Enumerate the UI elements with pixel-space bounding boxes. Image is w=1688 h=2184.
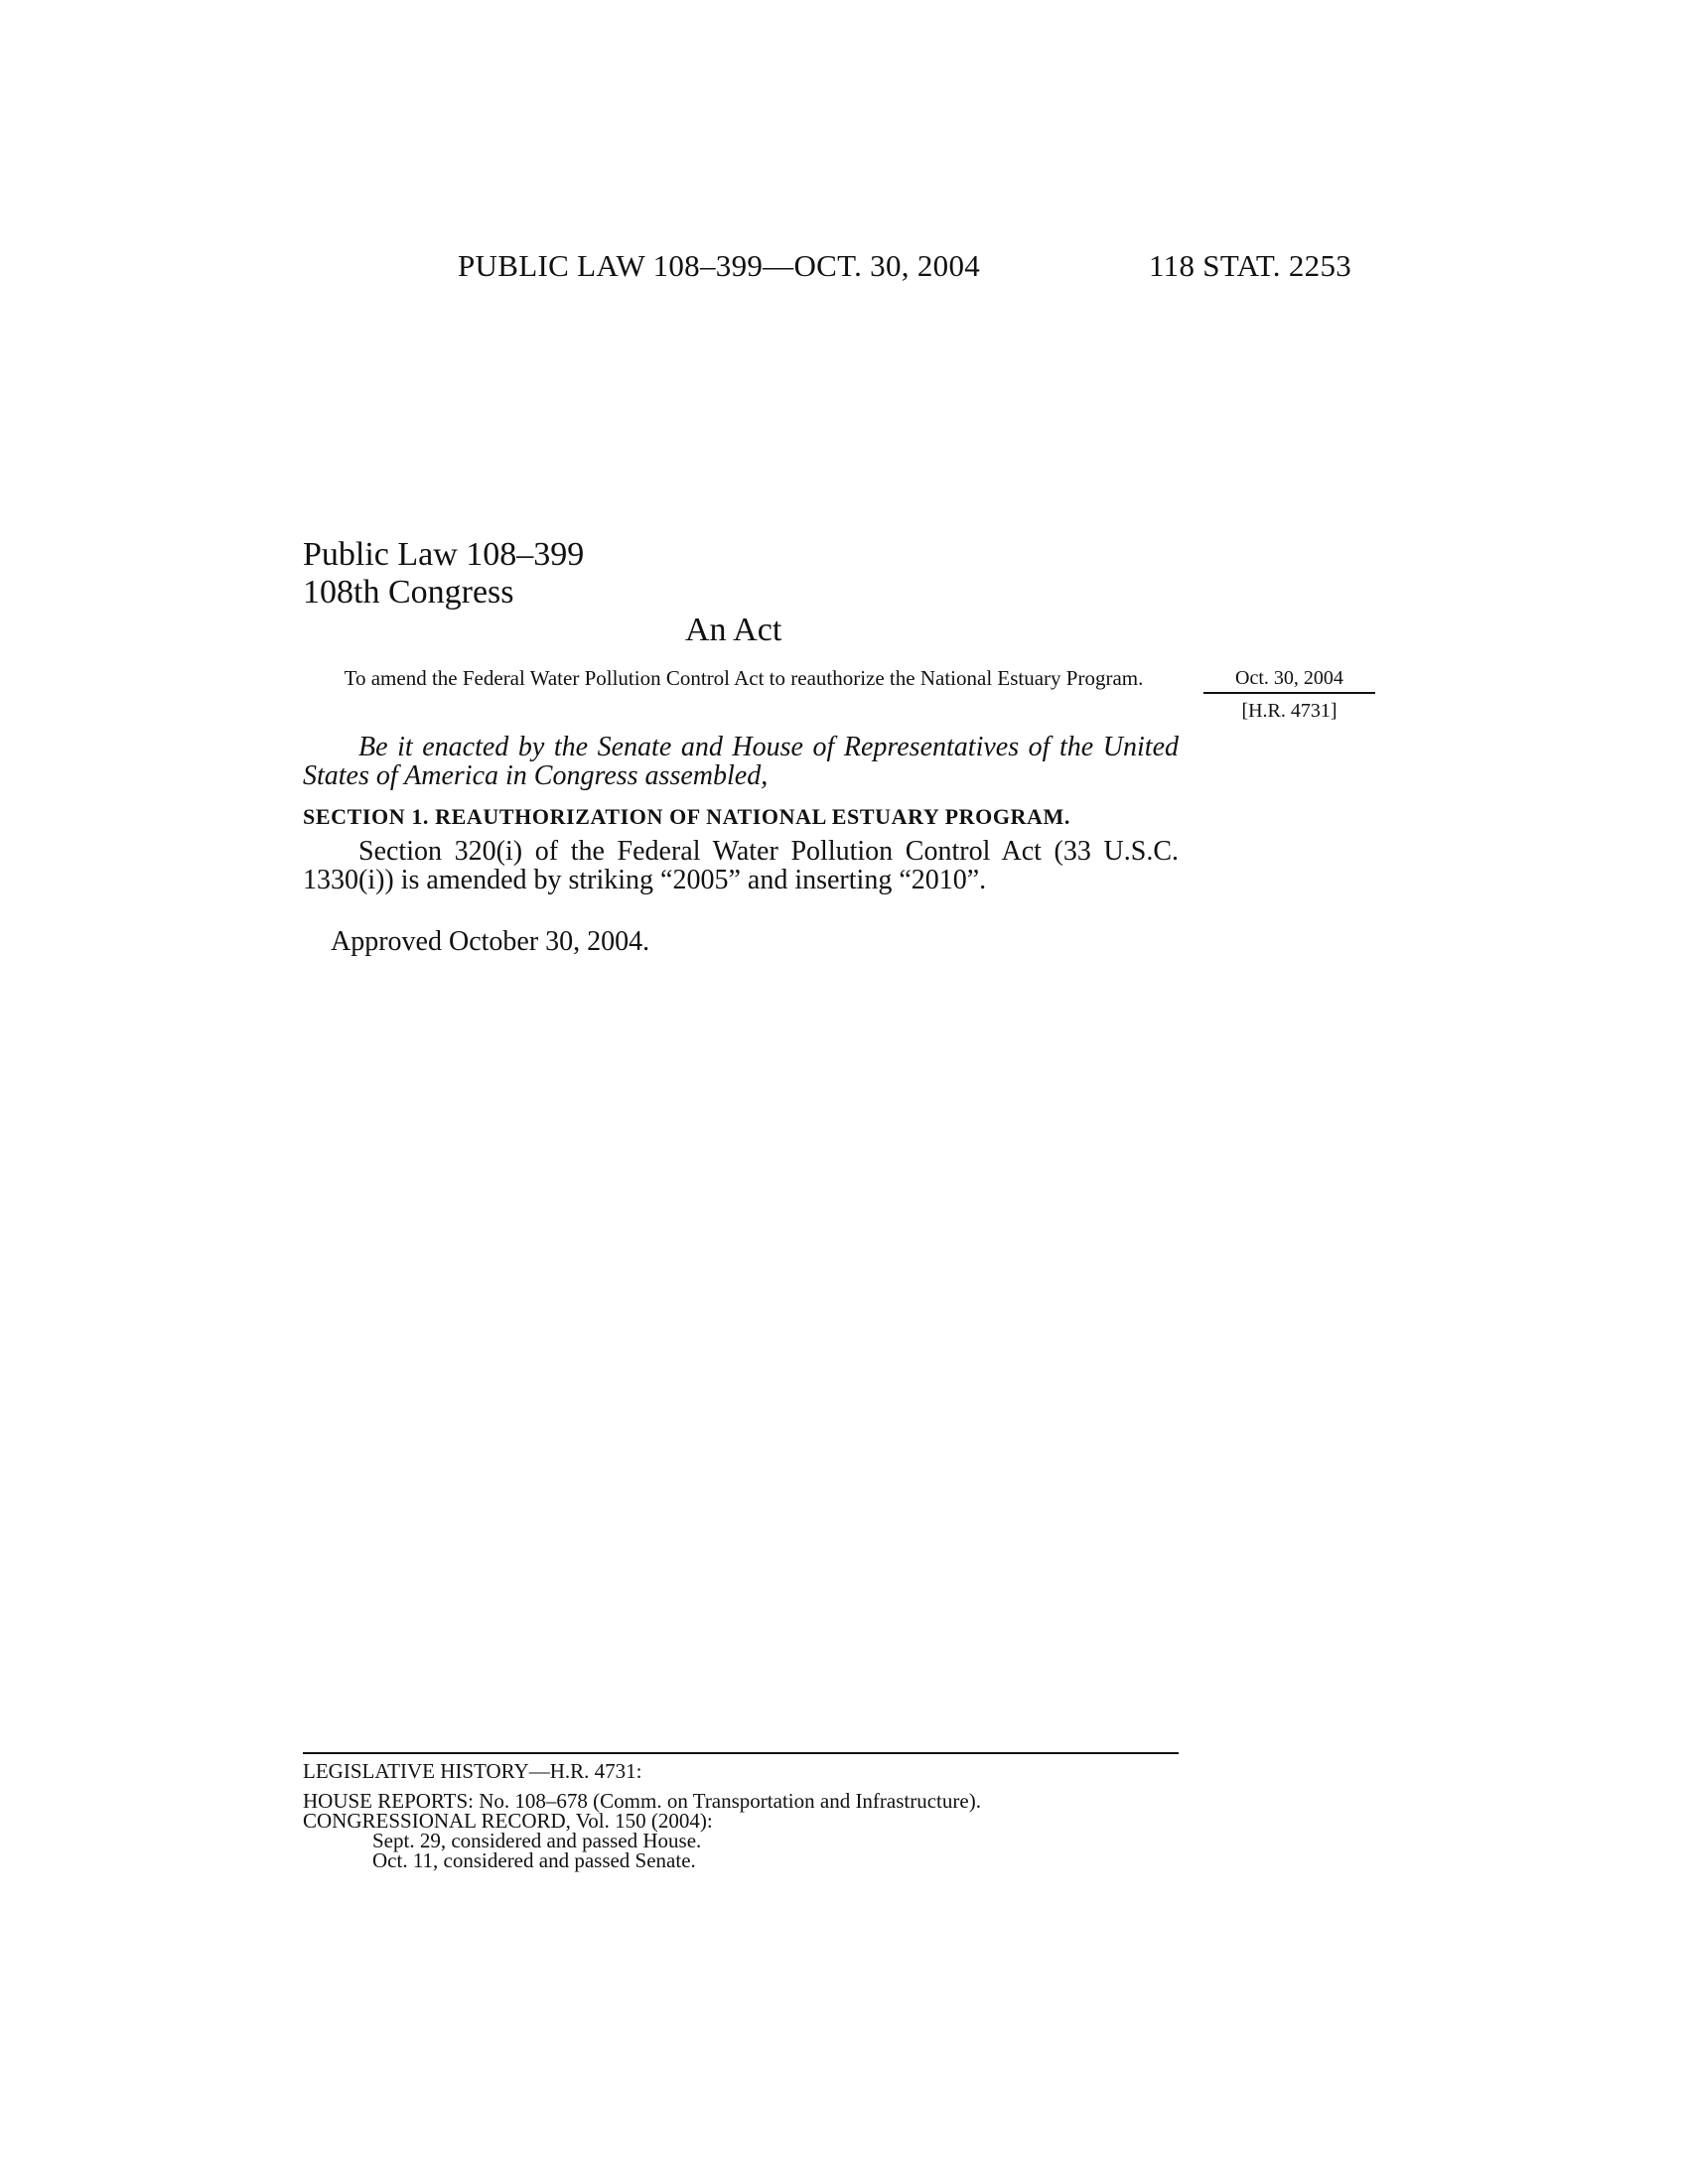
- margin-note-divider: [1203, 692, 1375, 694]
- history-entry: Oct. 11, considered and passed Senate.: [372, 1848, 696, 1872]
- footer-divider: [303, 1752, 1179, 1754]
- running-head: PUBLIC LAW 108–399—OCT. 30, 2004: [458, 248, 981, 283]
- legislative-history-heading: LEGISLATIVE HISTORY—H.R. 4731:: [303, 1759, 642, 1783]
- legislative-history: [303, 1759, 981, 1870]
- margin-note-date: Oct. 30, 2004: [1235, 667, 1343, 689]
- section-text: Section 320(i) of the Federal Water Pollution Control Act (33 U.S.C. 1330(i)) is amended by striking “2005” and inserting “2010”.: [303, 836, 1179, 895]
- margin-note-bill: [H.R. 4731]: [1241, 700, 1337, 722]
- section-heading: SECTION 1. REAUTHORIZATION OF NATIONAL ESTUARY PROGRAM.: [303, 804, 1070, 829]
- congress-label: 108th Congress: [303, 574, 514, 611]
- stat-page-number: 118 STAT. 2253: [1149, 248, 1352, 283]
- history-entry: Sept. 29, considered and passed House.: [372, 1829, 702, 1852]
- act-purpose: To amend the Federal Water Pollution Control Act to reauthorize the National Estuary Program.: [344, 666, 1144, 690]
- enacting-clause: [303, 733, 1179, 790]
- congressional-record-line: CONGRESSIONAL RECORD, Vol. 150 (2004):: [303, 1809, 713, 1833]
- enacting-clause-text: Be it enacted by the Senate and House of Representatives of the United States of America in Congress assembled,: [303, 732, 1179, 791]
- act-title: An Act: [685, 612, 782, 648]
- public-law-number: Public Law 108–399: [303, 536, 585, 573]
- house-reports-line: HOUSE REPORTS: No. 108–678 (Comm. on Transportation and Infrastructure).: [303, 1789, 981, 1813]
- approval-date: Approved October 30, 2004.: [331, 926, 650, 957]
- margin-note: [1203, 665, 1375, 724]
